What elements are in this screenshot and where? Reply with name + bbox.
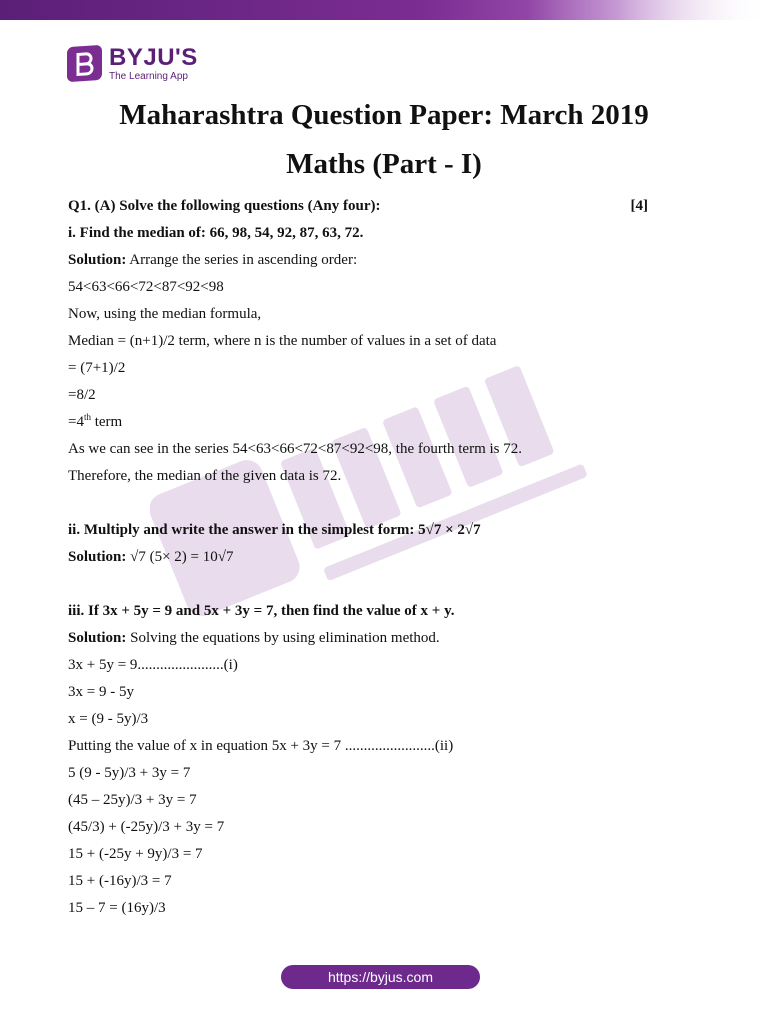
solution-step: x = (9 - 5y)/3: [68, 711, 149, 727]
solution-line: [68, 412, 648, 439]
brand-tagline: The Learning App: [109, 71, 188, 82]
term-superscript: th: [83, 412, 91, 422]
footer-url-link[interactable]: https://byjus.com: [281, 965, 480, 989]
solution-step: 15 + (-16y)/3 = 7: [68, 873, 172, 889]
solution-line: Median = (n+1)/2 term, where n is the number of values in a set of data: [68, 333, 497, 349]
solution-step: Putting the value of x in equation 5x + 3y = 7 ........................(ii): [68, 738, 454, 754]
solution-line: As we can see in the series 54<63<66<72<87<92<98, the fourth term is 72.: [68, 441, 523, 457]
solution-line: 54<63<66<72<87<92<98: [68, 279, 224, 295]
page-title: Maharashtra Question Paper: March 2019: [119, 99, 649, 131]
solution-line: Therefore, the median of the given data is 72.: [68, 468, 342, 484]
term-number: =4: [68, 414, 84, 430]
spacer: [68, 574, 648, 601]
q1-heading: [68, 196, 648, 223]
question-i: i. Find the median of: 66, 98, 54, 92, 87, 63, 72.: [68, 225, 364, 241]
solution-iii: [68, 628, 648, 655]
solution-step: 5 (9 - 5y)/3 + 3y = 7: [68, 765, 191, 781]
document-body: [68, 196, 648, 925]
solution-i: [68, 250, 648, 277]
solution-step: 3x + 5y = 9.......................(i): [68, 657, 238, 673]
spacer: [68, 493, 648, 520]
solution-label: Solution:: [68, 549, 127, 565]
brand-name: BYJU'S: [109, 44, 198, 71]
solution-text: √7 (5× 2) = 10√7: [126, 549, 234, 565]
solution-label: Solution:: [68, 630, 127, 646]
solution-label: Solution:: [68, 252, 127, 268]
solution-step: (45 – 25y)/3 + 3y = 7: [68, 792, 197, 808]
solution-step: 15 + (-25y + 9y)/3 = 7: [68, 846, 203, 862]
solution-line: = (7+1)/2: [68, 360, 126, 376]
solution-step: 15 – 7 = (16y)/3: [68, 900, 166, 916]
question-iii: iii. If 3x + 5y = 9 and 5x + 3y = 7, then find the value of x + y.: [68, 603, 455, 619]
byjus-logo: [67, 44, 227, 86]
solution-line: =8/2: [68, 387, 96, 403]
solution-step: (45/3) + (-25y)/3 + 3y = 7: [68, 819, 225, 835]
byjus-logo-icon: [67, 45, 102, 82]
solution-step: 3x = 9 - 5y: [68, 684, 134, 700]
question-ii: ii. Multiply and write the answer in the simplest form: 5√7 × 2√7: [68, 522, 481, 538]
solution-text: Arrange the series in ascending order:: [126, 252, 358, 268]
solution-text: Solving the equations by using elimination method.: [126, 630, 440, 646]
term-word: term: [90, 414, 123, 430]
q1-marks: [4]: [630, 198, 648, 214]
q1-heading-text: Q1. (A) Solve the following questions (Any four):: [68, 198, 381, 214]
top-banner: [0, 0, 768, 20]
solution-line: Now, using the median formula,: [68, 306, 262, 322]
page-subtitle: Maths (Part - I): [286, 148, 482, 180]
solution-ii: [68, 547, 648, 574]
